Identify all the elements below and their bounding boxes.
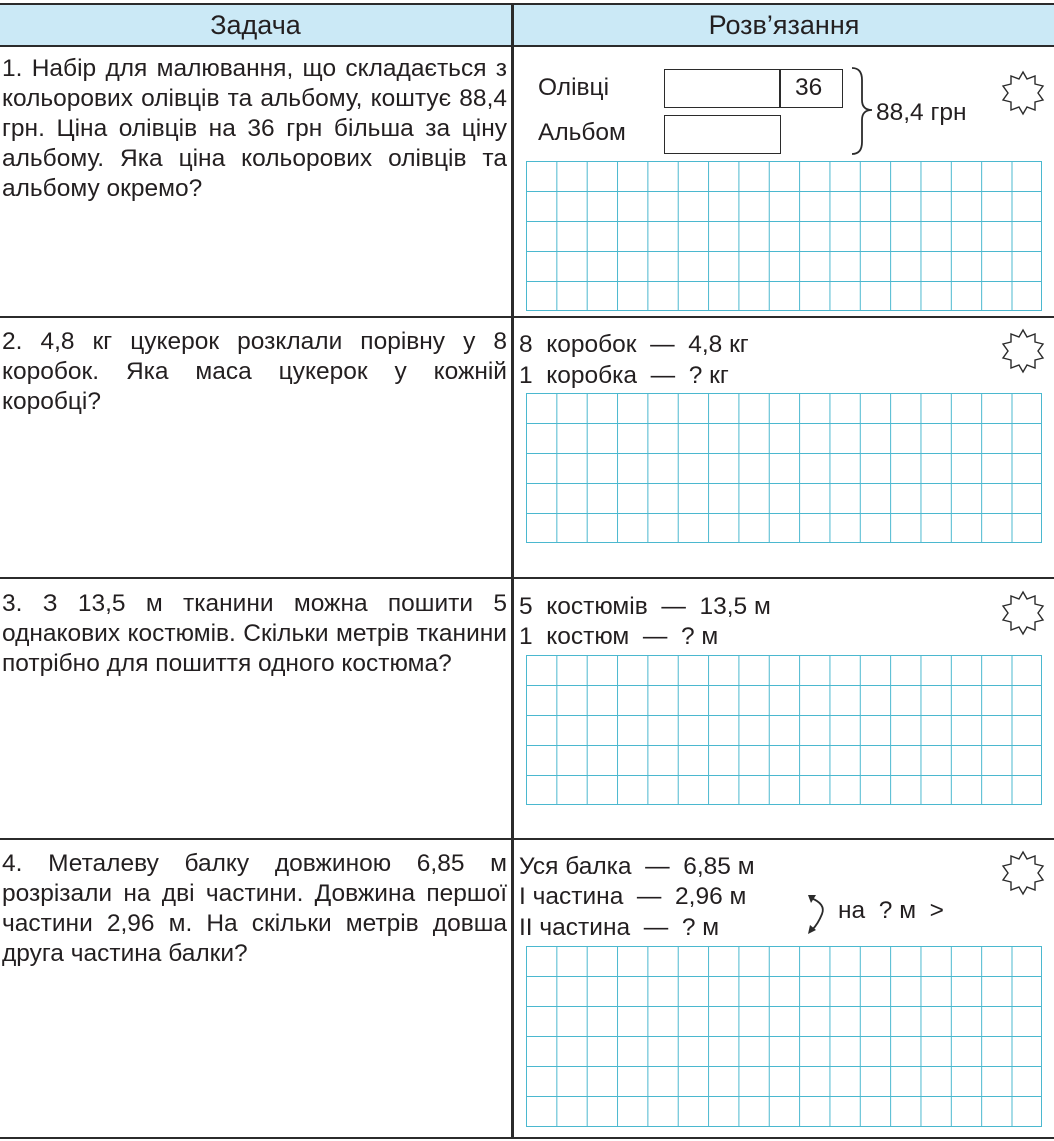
problem-4-line-1: Уся балка — 6,85 м — [519, 853, 755, 880]
problem-3-star-icon — [1000, 590, 1046, 636]
compare-arrow-icon — [806, 892, 832, 936]
row-divider-1 — [0, 316, 1054, 318]
difference-value: 36 — [795, 74, 823, 101]
problem-2-line-1: 8 коробок — 4,8 кг — [519, 331, 749, 358]
column-divider — [511, 3, 514, 1139]
table-bottom-border — [0, 1137, 1054, 1139]
problem-4-grid — [526, 946, 1042, 1127]
album-bar — [664, 115, 781, 154]
problem-4-text: 4. Металеву балку довжиною 6,85 м розрізали на дві частини. Довжина першої частини 2,96 м. На скільки метрів довша друга частина балки? — [2, 850, 507, 967]
problem-4-line-2: І частина — 2,96 м — [519, 883, 747, 910]
problem-2-grid — [526, 393, 1042, 543]
row-divider-2 — [0, 577, 1054, 579]
problem-3-line-2: 1 костюм — ? м — [519, 623, 719, 650]
album-label: Альбом — [538, 119, 626, 146]
problem-2-text: 2. 4,8 кг цукерок розклали порівну у 8 коробок. Яка маса цукерок у кожній коробці? — [2, 328, 507, 415]
problem-3-line-1: 5 костюмів — 13,5 м — [519, 593, 771, 620]
row-divider-3 — [0, 838, 1054, 840]
pencils-bar — [664, 69, 781, 108]
problem-1-text: 1. Набір для малювання, що складається з кольорових олівців та альбому, коштує 88,4 грн. Ціна олівців на 36 грн більша за ціну альбому. Яка ціна кольорових олівців та альбому окремо? — [2, 55, 507, 202]
problem-3-text: 3. З 13,5 м тканини можна пошити 5 однакових костюмів. Скільки метрів тканини потрібно для пошиття одного костюма? — [2, 590, 507, 677]
problem-4-line-3: ІІ частина — ? м — [519, 914, 720, 941]
problem-2-star-icon — [1000, 328, 1046, 374]
compare-label: на ? м > — [838, 897, 944, 924]
problem-4-star-icon — [1000, 850, 1046, 896]
header-task: Задача — [0, 3, 511, 47]
problem-2-line-2: 1 коробка — ? кг — [519, 362, 729, 389]
problem-1-star-icon — [1000, 70, 1046, 116]
total-label: 88,4 грн — [876, 99, 967, 126]
pencils-label: Олівці — [538, 74, 610, 101]
problem-3-grid — [526, 655, 1042, 805]
header-solution: Розв’язання — [514, 3, 1054, 47]
problem-1-grid — [526, 161, 1042, 311]
